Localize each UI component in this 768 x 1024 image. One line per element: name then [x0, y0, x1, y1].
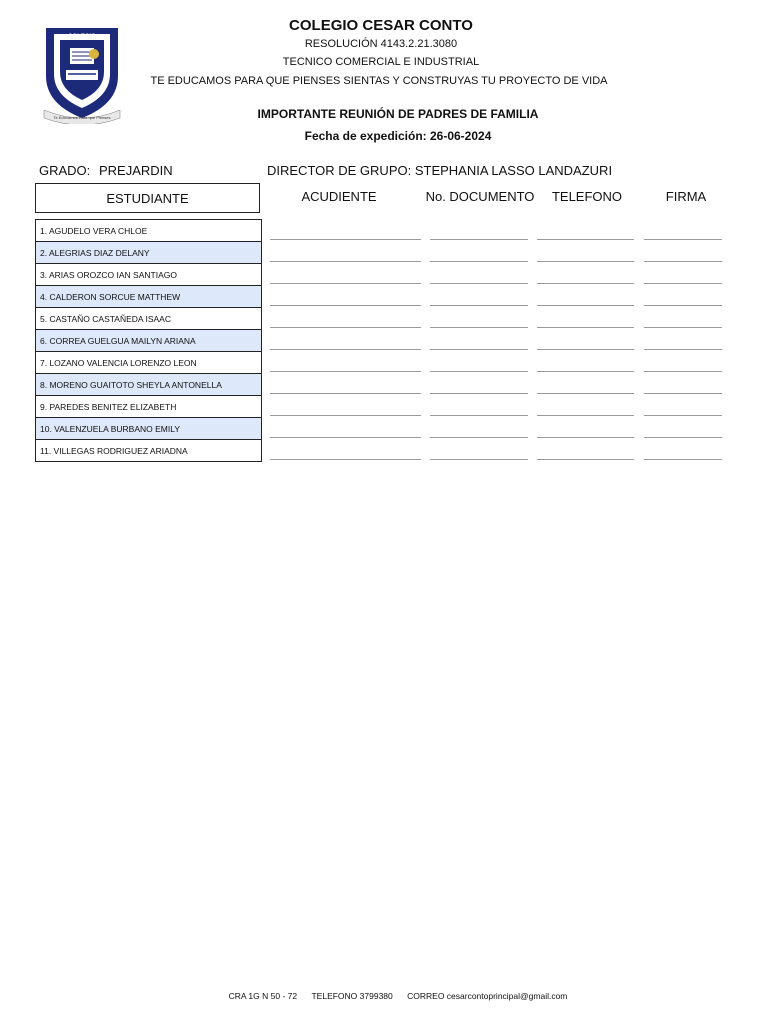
guardian-line[interactable] — [270, 349, 421, 350]
phone-line[interactable] — [537, 437, 634, 438]
student-row: 2. ALEGRIAS DIAZ DELANY — [36, 242, 261, 264]
guardian-line[interactable] — [270, 305, 421, 306]
signature-line[interactable] — [644, 261, 722, 262]
student-row: 11. VILLEGAS RODRIGUEZ ARIADNA — [36, 440, 261, 462]
student-row: 10. VALENZUELA BURBANO EMILY — [36, 418, 261, 440]
document-line[interactable] — [430, 261, 528, 262]
document-line[interactable] — [430, 437, 528, 438]
phone-line[interactable] — [537, 349, 634, 350]
school-name: COLEGIO CESAR CONTO — [289, 17, 473, 34]
document-line[interactable] — [430, 305, 528, 306]
guardian-line[interactable] — [270, 393, 421, 394]
school-motto: TE EDUCAMOS PARA QUE PIENSES SIENTAS Y CONSTRUYAS TU PROYECTO DE VIDA — [150, 75, 608, 87]
signature-line[interactable] — [644, 349, 722, 350]
signature-line[interactable] — [644, 305, 722, 306]
guardian-line[interactable] — [270, 239, 421, 240]
phone-line[interactable] — [537, 371, 634, 372]
footer-address: CRA 1G N 50 - 72 — [228, 991, 298, 1001]
student-column-label: ESTUDIANTE — [106, 190, 189, 206]
footer-email: CORREO cesarcontoprincipal@gmail.com — [407, 991, 568, 1001]
document-line[interactable] — [430, 327, 528, 328]
document-column-header: No. DOCUMENTO — [425, 189, 535, 204]
phone-line[interactable] — [537, 239, 634, 240]
signature-line[interactable] — [644, 283, 722, 284]
signature-line[interactable] — [644, 239, 722, 240]
phone-line[interactable] — [537, 327, 634, 328]
student-row: 4. CALDERON SORCUE MATTHEW — [36, 286, 261, 308]
resolution-text: RESOLUCIÓN 4143.2.21.3080 — [304, 38, 458, 50]
student-row: 7. LOZANO VALENCIA LORENZO LEON — [36, 352, 261, 374]
guardian-line[interactable] — [270, 437, 421, 438]
guardian-column-header: ACUDIENTE — [301, 189, 377, 204]
phone-line[interactable] — [537, 261, 634, 262]
guardian-line[interactable] — [270, 261, 421, 262]
document-line[interactable] — [430, 415, 528, 416]
signature-line[interactable] — [644, 371, 722, 372]
phone-column-header: TELEFONO — [551, 189, 623, 204]
guardian-line[interactable] — [270, 371, 421, 372]
document-line[interactable] — [430, 371, 528, 372]
guardian-line[interactable] — [270, 459, 421, 460]
issue-date: Fecha de expedición: 26-06-2024 — [304, 129, 492, 143]
modality-text: TECNICO COMERCIAL E INDUSTRIAL — [282, 56, 480, 68]
student-column-header — [35, 183, 260, 213]
signature-line[interactable] — [644, 327, 722, 328]
signature-line[interactable] — [644, 415, 722, 416]
signature-line[interactable] — [644, 437, 722, 438]
svg-text:COLEGIO: COLEGIO — [68, 34, 96, 40]
phone-line[interactable] — [537, 459, 634, 460]
document-line[interactable] — [430, 349, 528, 350]
student-row: 1. AGUDELO VERA CHLOE — [36, 220, 261, 242]
guardian-line[interactable] — [270, 327, 421, 328]
document-line[interactable] — [430, 239, 528, 240]
phone-line[interactable] — [537, 283, 634, 284]
student-row: 3. ARIAS OROZCO IAN SANTIAGO — [36, 264, 261, 286]
meeting-title: IMPORTANTE REUNIÓN DE PADRES DE FAMILIA — [257, 107, 539, 121]
grade-label: GRADO: — [39, 163, 91, 178]
grade-value: PREJARDIN — [99, 163, 173, 178]
footer-phone: TELEFONO 3799380 — [311, 991, 393, 1001]
signature-line[interactable] — [644, 393, 722, 394]
group-director: DIRECTOR DE GRUPO: STEPHANIA LASSO LANDAZURI — [267, 163, 613, 178]
student-row: 6. CORREA GUELGUA MAILYN ARIANA — [36, 330, 261, 352]
footer — [0, 991, 768, 1001]
signature-column-header: FIRMA — [665, 189, 707, 204]
student-list — [35, 219, 262, 462]
guardian-line[interactable] — [270, 283, 421, 284]
guardian-line[interactable] — [270, 415, 421, 416]
document-line[interactable] — [430, 283, 528, 284]
document-line[interactable] — [430, 459, 528, 460]
student-row: 8. MORENO GUAITOTO SHEYLA ANTONELLA — [36, 374, 261, 396]
student-row: 5. CASTAÑO CASTAÑEDA ISAAC — [36, 308, 261, 330]
phone-line[interactable] — [537, 305, 634, 306]
document-line[interactable] — [430, 393, 528, 394]
student-row: 9. PAREDES BENITEZ ELIZABETH — [36, 396, 261, 418]
phone-line[interactable] — [537, 393, 634, 394]
phone-line[interactable] — [537, 415, 634, 416]
svg-text:Te Educamos Para que Pienses: Te Educamos Para que Pienses — [53, 115, 111, 120]
signature-line[interactable] — [644, 459, 722, 460]
